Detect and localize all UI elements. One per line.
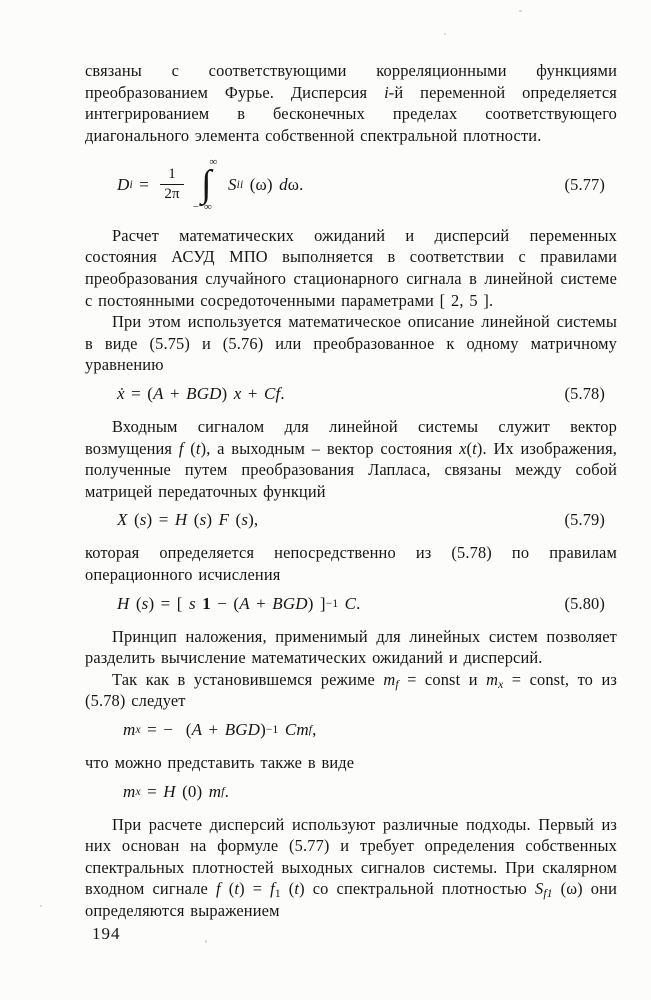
equation-body: D i = $\frac{1}{2\pi}$ ∞ ∫ − ∞ S ii (ω) d ω. — [117, 156, 304, 213]
paragraph-expectations-calc: Расчет математических ожиданий и дисперсий переменных состояния АСУД МПО выполняется в соответствии с правилами преобразования случайного стационарного сигнала в линейной системе с постоянными сосредоточенными параметрами [ 2, 5 ]. — [85, 225, 617, 310]
equation-body: m x = − ( A + BGD ) −1 C m f , — [123, 719, 317, 739]
scan-speckle — [519, 10, 522, 12]
scan-speckle — [205, 940, 207, 943]
paragraph-operational-calculus: которая определяется непосредственно из (5.78) по правилам операционного исчисления — [85, 543, 617, 584]
paragraph-superposition-principle: Принцип наложения, применимый для линейных систем позволяет разделить вычисление математических ожиданий и дисперсий. — [85, 626, 617, 668]
equation-mx-steady — [85, 718, 617, 742]
equation-number: (5.78) — [564, 384, 605, 404]
paragraph-dispersion-approaches: При расчете дисперсий используют различные подходы. Первый из них основан на формуле (5.77) и требует определения собственных спектральных плотностей выходных сигналов системы. При скалярном входном сигнале f $(t) = f_1$ (t) со спектральной плотностью $S_{f1}$ (ω) они определяются выражением — [85, 814, 617, 920]
equation-5-80 — [85, 592, 617, 616]
page-number: 194 — [92, 924, 121, 943]
equation-number: (5.79) — [564, 510, 605, 530]
equation-body: ẋ = ( A + BGD ) x + Cf . — [117, 384, 285, 404]
equation-number: (5.80) — [564, 593, 605, 613]
paragraph-also-representable: что можно представить также в виде — [85, 752, 355, 772]
paragraph-input-signal: Входным сигналом для линейной системы служит вектор возмущения f (t), а выходным – вектор состояния x(t). Их изображения, полученные путем преобразования Лапласа, связаны между собой матрицей передаточных функций — [85, 417, 618, 501]
equation-5-78 — [85, 382, 617, 406]
equation-mx-h0 — [85, 780, 617, 804]
scan-speckle — [444, 33, 446, 35]
equation-body: X ( s ) = H ( s ) F ( s ), — [117, 510, 259, 530]
equation-5-77 — [85, 156, 617, 212]
scan-speckle — [563, 100, 565, 101]
paragraph-steady-state: Так как в установившемся режиме $m_f$ = const и $m_x$ = const, то из (5.78) следует — [85, 669, 618, 711]
paragraph-matrix-equation-intro: При этом используется математическое описание линейной системы в виде (5.75) и (5.76) или преобразованное к одному матричному уравнению — [85, 312, 617, 375]
paragraph-correlation-intro: связаны с соответствующими корреляционными функциями преобразованием Фурье. Дисперсия i-й переменной определяется интегрированием в бесконечных пределах соответствующего диагонального элемента собственной спектральной плотности. — [85, 61, 617, 145]
equation-body: H ( s ) = [ s 1 − ( A + BGD ) ] −1 C . — [117, 593, 361, 613]
scan-speckle — [40, 905, 42, 907]
equation-number: (5.77) — [564, 174, 605, 194]
text-block — [85, 60, 617, 922]
equation-5-79 — [85, 508, 617, 532]
equation-body: m x = H (0) m f . — [123, 781, 229, 801]
